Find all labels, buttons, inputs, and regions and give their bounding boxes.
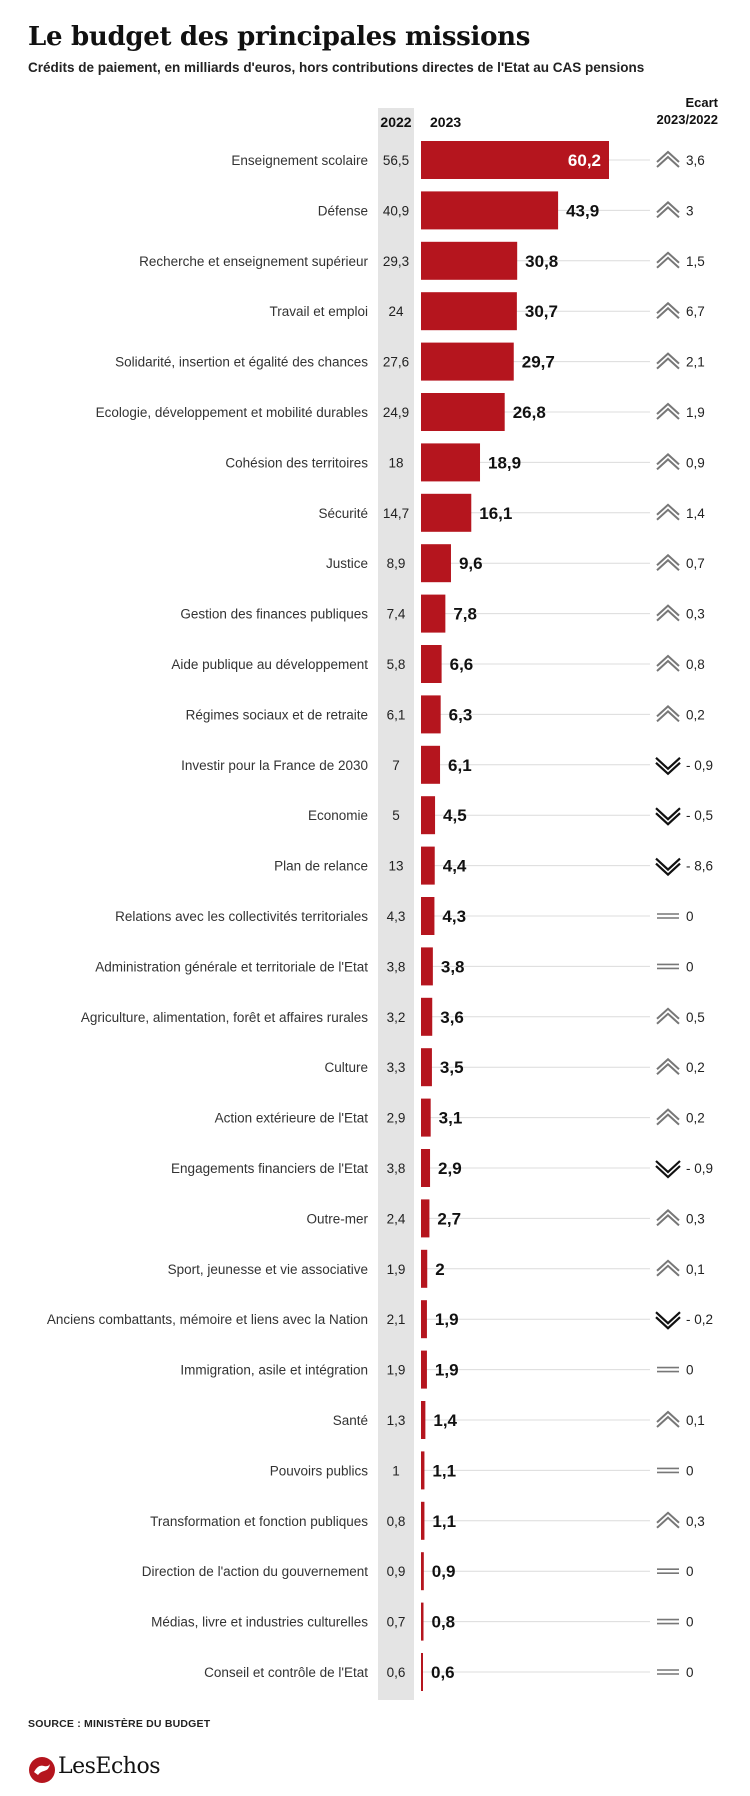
ecart-value: 0 bbox=[686, 1463, 694, 1479]
mission-label: Recherche et enseignement supérieur bbox=[139, 253, 368, 269]
value-2022: 40,9 bbox=[382, 203, 410, 219]
mission-label: Aide publique au développement bbox=[171, 657, 368, 672]
trend-icon-backdrop bbox=[654, 1662, 684, 1682]
trend-icon-backdrop bbox=[654, 1460, 684, 1480]
mission-label: Outre-mer bbox=[306, 1211, 368, 1227]
ecart-value: - 0,2 bbox=[686, 1312, 714, 1328]
table-row bbox=[215, 1099, 705, 1137]
bar-2023 bbox=[421, 1552, 424, 1590]
value-2023-label: 16,1 bbox=[479, 503, 513, 523]
ecart-value: 1,4 bbox=[686, 505, 705, 521]
mission-label: Economie bbox=[307, 808, 368, 824]
value-2023-label: 30,8 bbox=[525, 251, 559, 271]
value-2022: 24,9 bbox=[382, 405, 410, 420]
value-2022: 0,7 bbox=[386, 1614, 406, 1630]
table-row bbox=[270, 1451, 694, 1489]
mission-label: Sport, jeunesse et vie associative bbox=[167, 1261, 368, 1277]
mission-label: Relations avec les collectivités territoriales bbox=[115, 909, 368, 924]
column-header-ecart-period: 2023/2022 bbox=[656, 112, 718, 127]
trend-icon-backdrop bbox=[654, 906, 684, 926]
value-2022: 0,6 bbox=[386, 1665, 406, 1680]
value-2023-label: 2,9 bbox=[438, 1159, 462, 1178]
value-2022: 5 bbox=[392, 808, 400, 824]
mission-label: Travail et emploi bbox=[269, 304, 368, 320]
trend-icon-backdrop bbox=[654, 1612, 684, 1632]
bar-2023 bbox=[421, 1502, 424, 1540]
trend-icon-backdrop bbox=[654, 1360, 684, 1380]
source-note: SOURCE : MINISTÈRE DU BUDGET bbox=[28, 1718, 211, 1730]
value-2022: 5,8 bbox=[386, 657, 406, 672]
ecart-value: 2,1 bbox=[686, 354, 705, 370]
value-2023-label: 29,7 bbox=[521, 352, 555, 372]
value-2022: 3,2 bbox=[386, 1009, 406, 1025]
value-2023-label: 1,9 bbox=[434, 1360, 459, 1380]
value-2022: 3,8 bbox=[386, 959, 406, 975]
bar-2023 bbox=[421, 645, 442, 683]
bar-2023 bbox=[421, 191, 558, 229]
mission-label: Gestion des finances publiques bbox=[180, 606, 368, 622]
value-2023-label: 43,9 bbox=[566, 201, 600, 221]
value-2023-label: 3,5 bbox=[439, 1058, 464, 1078]
mission-label: Administration générale et territoriale de l'Etat bbox=[95, 959, 368, 975]
bar-2023 bbox=[421, 494, 471, 532]
value-2023-label: 0,6 bbox=[431, 1663, 455, 1682]
mission-label: Engagements financiers de l'Etat bbox=[171, 1161, 368, 1176]
bar-2023 bbox=[421, 1250, 427, 1288]
bar-2023 bbox=[421, 595, 445, 633]
bar-2023 bbox=[421, 242, 517, 280]
table-row bbox=[231, 141, 704, 179]
bar-2023 bbox=[421, 1099, 431, 1137]
value-2023-label: 30,7 bbox=[524, 302, 558, 322]
bar-2023 bbox=[421, 1603, 423, 1641]
value-2023-label: 18,9 bbox=[488, 453, 522, 473]
ecart-value: 6,7 bbox=[686, 304, 705, 320]
value-2022: 13 bbox=[388, 858, 404, 874]
bar-2023 bbox=[421, 746, 440, 784]
value-2022: 8,9 bbox=[386, 556, 406, 572]
ecart-value: 0,2 bbox=[686, 707, 705, 723]
value-2023-label: 6,6 bbox=[449, 655, 474, 674]
ecart-value: 3,6 bbox=[686, 153, 705, 168]
ecart-value: 1,9 bbox=[686, 405, 705, 420]
value-2023-label: 1,1 bbox=[432, 1511, 457, 1531]
value-2023-label: 4,4 bbox=[442, 856, 467, 876]
bar-2023 bbox=[421, 1451, 424, 1489]
value-2022: 6,1 bbox=[386, 707, 406, 723]
bar-2023 bbox=[421, 343, 514, 381]
table-row bbox=[186, 695, 705, 733]
table-row bbox=[308, 796, 713, 834]
bar-2023 bbox=[421, 544, 451, 582]
value-2022: 7,4 bbox=[386, 606, 406, 622]
bar-2023 bbox=[421, 1300, 427, 1338]
value-2023-label: 26,8 bbox=[512, 403, 546, 422]
value-2022: 14,7 bbox=[382, 505, 410, 521]
ecart-value: 0,2 bbox=[686, 1110, 705, 1126]
table-row bbox=[180, 1351, 693, 1389]
value-2022: 29,3 bbox=[382, 253, 410, 269]
bar-2023 bbox=[421, 1351, 427, 1389]
value-2023-label: 1,4 bbox=[433, 1411, 458, 1430]
mission-label: Culture bbox=[324, 1060, 368, 1076]
value-2023-label: 0,8 bbox=[431, 1612, 456, 1632]
ecart-value: 0 bbox=[686, 1362, 694, 1378]
value-2022: 18 bbox=[388, 455, 404, 471]
value-2023-label: 2 bbox=[435, 1259, 445, 1279]
ecart-value: - 8,6 bbox=[686, 858, 714, 874]
ecart-value: 3 bbox=[686, 203, 694, 219]
value-2022: 4,3 bbox=[386, 909, 406, 924]
value-2022: 56,5 bbox=[382, 153, 410, 168]
bar-2023 bbox=[421, 897, 434, 935]
mission-label: Sécurité bbox=[318, 505, 368, 521]
value-2023-label: 3,6 bbox=[440, 1007, 464, 1027]
table-row bbox=[204, 1653, 693, 1691]
ecart-value: - 0,9 bbox=[686, 757, 714, 773]
table-row bbox=[171, 1149, 713, 1187]
mission-label: Médias, livre et industries culturelles bbox=[151, 1614, 368, 1630]
ecart-value: 0,1 bbox=[686, 1413, 705, 1428]
ecart-value: - 0,9 bbox=[686, 1161, 714, 1176]
mission-label: Régimes sociaux et de retraite bbox=[185, 707, 368, 723]
value-2023-label: 2,7 bbox=[437, 1209, 462, 1229]
mission-label: Plan de relance bbox=[274, 858, 368, 874]
bar-2023 bbox=[421, 1653, 423, 1691]
ecart-value: 0,9 bbox=[686, 455, 705, 471]
bar-2023 bbox=[421, 947, 433, 985]
trend-icon-backdrop bbox=[654, 1561, 684, 1581]
table-row bbox=[151, 1603, 693, 1641]
ecart-value: 0 bbox=[686, 959, 694, 975]
value-2022: 1,9 bbox=[386, 1362, 406, 1378]
value-2022: 27,6 bbox=[382, 354, 410, 370]
mission-label: Pouvoirs publics bbox=[269, 1463, 368, 1479]
bar-2023 bbox=[421, 443, 480, 481]
ecart-value: 0,3 bbox=[686, 1513, 705, 1529]
mission-label: Agriculture, alimentation, forêt et affaires rurales bbox=[80, 1009, 368, 1025]
mission-label: Solidarité, insertion et égalité des chances bbox=[115, 354, 368, 370]
ecart-value: 1,5 bbox=[686, 253, 705, 269]
bar-2023 bbox=[421, 292, 517, 330]
value-2023-label: 4,5 bbox=[443, 806, 467, 826]
value-2022: 2,9 bbox=[386, 1110, 406, 1126]
table-row bbox=[168, 1250, 705, 1288]
ecart-value: 0,3 bbox=[686, 1211, 705, 1227]
table-row bbox=[181, 746, 713, 784]
mission-label: Transformation et fonction publiques bbox=[150, 1513, 368, 1529]
bar-2023 bbox=[421, 695, 441, 733]
trend-icon-backdrop bbox=[654, 956, 684, 976]
mission-label: Conseil et contrôle de l'Etat bbox=[204, 1665, 368, 1680]
table-row bbox=[274, 847, 713, 885]
ecart-value: 0,5 bbox=[686, 1009, 705, 1025]
value-2022: 3,8 bbox=[386, 1161, 406, 1176]
logo-text: LesEchos bbox=[58, 1754, 161, 1779]
value-2023-label: 1,1 bbox=[432, 1461, 457, 1481]
value-2023-label: 6,3 bbox=[448, 705, 473, 725]
value-2023-label: 6,1 bbox=[448, 755, 472, 775]
bar-2023 bbox=[421, 1401, 425, 1439]
value-2022: 7 bbox=[392, 757, 400, 773]
ecart-value: 0,2 bbox=[686, 1060, 705, 1076]
chart-subtitle: Crédits de paiement, en milliards d'euros, hors contributions directes de l'Etat au CAS pensions bbox=[28, 60, 645, 75]
table-row bbox=[180, 595, 704, 633]
table-row bbox=[318, 494, 705, 532]
bar-2023 bbox=[421, 796, 435, 834]
bar-2023 bbox=[421, 393, 505, 431]
value-2023-label: 3,1 bbox=[438, 1108, 463, 1128]
table-row bbox=[225, 443, 704, 481]
ecart-value: 0,1 bbox=[686, 1261, 705, 1277]
mission-label: Défense bbox=[317, 203, 368, 219]
value-2022: 1,3 bbox=[386, 1413, 406, 1428]
chart-title: Le budget des principales missions bbox=[28, 22, 531, 52]
mission-label: Direction de l'action du gouvernement bbox=[141, 1564, 368, 1580]
value-2022: 0,8 bbox=[386, 1513, 406, 1529]
bar-2023 bbox=[421, 1048, 432, 1086]
table-row bbox=[306, 1199, 704, 1237]
table-row bbox=[269, 292, 704, 330]
value-2022: 24 bbox=[388, 304, 404, 320]
value-2022: 2,4 bbox=[386, 1211, 406, 1227]
value-2023-label: 60,2 bbox=[567, 151, 601, 170]
ecart-value: 0 bbox=[686, 909, 694, 924]
table-row bbox=[318, 191, 694, 229]
table-row bbox=[150, 1502, 705, 1540]
bar-2023 bbox=[421, 1149, 430, 1187]
value-2022: 1,9 bbox=[386, 1261, 406, 1277]
value-2023-label: 9,6 bbox=[458, 554, 483, 574]
value-2023-label: 3,8 bbox=[440, 957, 465, 977]
bar-2023 bbox=[421, 998, 432, 1036]
mission-label: Cohésion des territoires bbox=[225, 455, 368, 471]
value-2023-label: 7,8 bbox=[453, 604, 477, 624]
mission-label: Santé bbox=[332, 1413, 368, 1428]
column-2022-background bbox=[378, 108, 414, 1700]
mission-label: Anciens combattants, mémoire et liens avec la Nation bbox=[46, 1312, 368, 1328]
column-header-2023: 2023 bbox=[430, 114, 462, 130]
logo-mark-icon bbox=[28, 1756, 56, 1784]
table-row bbox=[139, 242, 705, 280]
ecart-value: - 0,5 bbox=[686, 808, 714, 824]
ecart-value: 0 bbox=[686, 1614, 694, 1630]
value-2022: 1 bbox=[392, 1463, 400, 1479]
column-header-ecart: Ecart bbox=[685, 95, 718, 110]
mission-label: Justice bbox=[325, 556, 368, 572]
mission-label: Enseignement scolaire bbox=[231, 153, 368, 168]
value-2023-label: 1,9 bbox=[434, 1310, 459, 1330]
mission-label: Immigration, asile et intégration bbox=[180, 1362, 368, 1378]
bar-2023 bbox=[421, 1199, 429, 1237]
mission-label: Action extérieure de l'Etat bbox=[214, 1110, 368, 1126]
value-2023-label: 0,9 bbox=[431, 1562, 456, 1582]
value-2022: 2,1 bbox=[386, 1312, 406, 1328]
column-header-2022: 2022 bbox=[380, 114, 412, 130]
ecart-value: 0,7 bbox=[686, 556, 705, 572]
value-2023-label: 4,3 bbox=[442, 907, 467, 926]
ecart-value: 0,8 bbox=[686, 657, 705, 672]
value-2022: 0,9 bbox=[386, 1564, 406, 1580]
table-row bbox=[142, 1552, 694, 1590]
mission-label: Ecologie, développement et mobilité durables bbox=[95, 405, 368, 420]
ecart-value: 0,3 bbox=[686, 606, 705, 622]
table-row bbox=[171, 645, 704, 683]
mission-label: Investir pour la France de 2030 bbox=[181, 757, 368, 773]
value-2022: 3,3 bbox=[386, 1060, 406, 1076]
ecart-value: 0 bbox=[686, 1564, 694, 1580]
ecart-value: 0 bbox=[686, 1665, 694, 1680]
bar-2023 bbox=[421, 847, 435, 885]
